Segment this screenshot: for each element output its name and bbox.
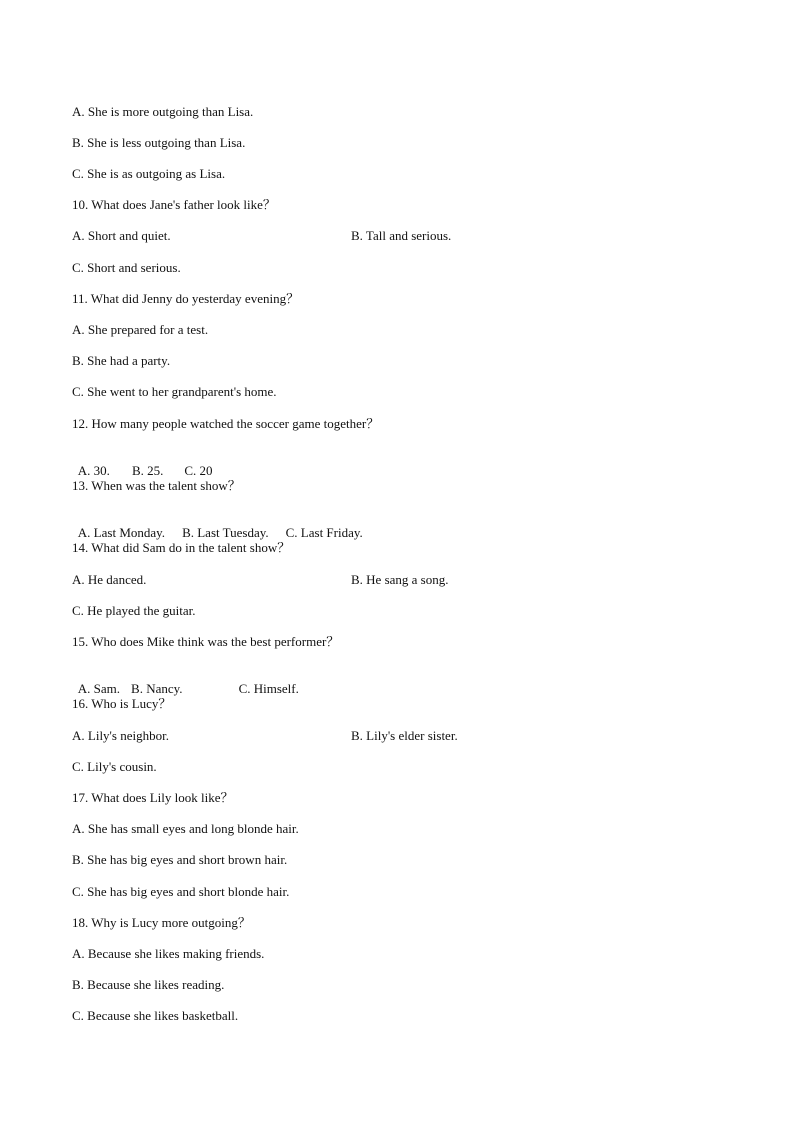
q18-option-b: B. Because she likes reading.: [72, 977, 225, 992]
q17-option-c: C. She has big eyes and short blonde hair.: [72, 884, 290, 899]
q15-option-b: B. Nancy.: [131, 681, 183, 696]
q10-option-b: B. Tall and serious.: [351, 228, 452, 243]
q17-question: 17. What does Lily look like？: [72, 790, 234, 805]
q15-question: 15. Who does Mike think was the best performer？: [72, 634, 340, 649]
q16-option-b: B. Lily's elder sister.: [351, 728, 458, 743]
q9-option-b: B. She is less outgoing than Lisa.: [72, 135, 246, 150]
q13-option-c: C. Last Friday.: [285, 525, 363, 540]
q17-option-a: A. She has small eyes and long blonde hair.: [72, 821, 299, 836]
q18-option-a: A. Because she likes making friends.: [72, 946, 265, 961]
q16-question: 16. Who is Lucy？: [72, 696, 172, 711]
q12-question: 12. How many people watched the soccer game together？: [72, 416, 380, 431]
q10-question: 10. What does Jane's father look like？: [72, 197, 276, 212]
q11-question: 11. What did Jenny do yesterday evening？: [72, 291, 300, 306]
q12-option-a: A. 30.: [77, 463, 110, 478]
q12-option-c: C. 20: [184, 463, 213, 478]
q14-option-b: B. He sang a song.: [351, 572, 449, 587]
q13-option-b: B. Last Tuesday.: [182, 525, 269, 540]
q15-options: [72, 665, 299, 697]
q13-question: 13. When was the talent show？: [72, 478, 241, 493]
q12-option-b: B. 25.: [131, 463, 164, 478]
q18-question: 18. Why is Lucy more outgoing？: [72, 915, 251, 930]
q17-option-b: B. She has big eyes and short brown hair.: [72, 852, 288, 867]
q16-option-a: A. Lily's neighbor.: [72, 728, 169, 743]
q18-option-c: C. Because she likes basketball.: [72, 1008, 239, 1023]
q14-option-a: A. He danced.: [72, 572, 147, 587]
q9-option-c: C. She is as outgoing as Lisa.: [72, 166, 226, 181]
q9-option-a: A. She is more outgoing than Lisa.: [72, 104, 254, 119]
q12-options: [72, 447, 213, 479]
q11-option-b: B. She had a party.: [72, 353, 171, 368]
q10-option-c: C. Short and serious.: [72, 260, 181, 275]
q16-option-c: C. Lily's cousin.: [72, 759, 157, 774]
q13-option-a: A. Last Monday.: [77, 525, 166, 540]
q10-option-a: A. Short and quiet.: [72, 228, 171, 243]
q14-question: 14. What did Sam do in the talent show？: [72, 540, 291, 555]
q15-option-a: A. Sam.: [77, 681, 121, 696]
q15-option-c: C. Himself.: [238, 681, 299, 696]
q13-options: [72, 509, 363, 541]
q14-option-c: C. He played the guitar.: [72, 603, 196, 618]
q11-option-a: A. She prepared for a test.: [72, 322, 209, 337]
q11-option-c: C. She went to her grandparent's home.: [72, 384, 277, 399]
